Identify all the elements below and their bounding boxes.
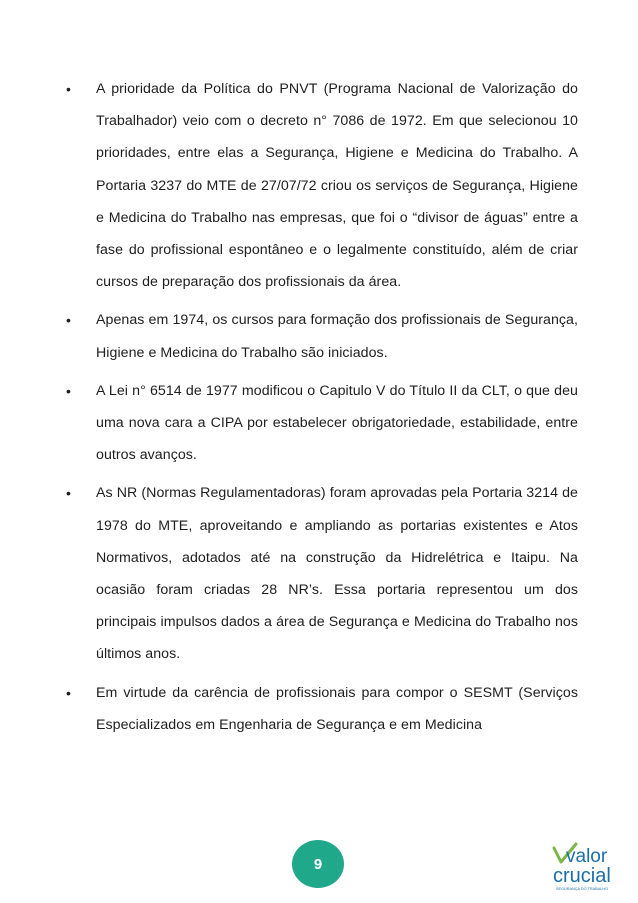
list-item [64, 477, 578, 670]
paragraph-text: As NR (Normas Regulamentadoras) foram aprovadas pela Portaria 3214 de 1978 do MTE, aproveitando e ampliando as portarias existentes e Atos Normativos, adotados até na construção da Hidrelétrica e Itaipu. Na ocasião foram criadas 28 NR’s. Essa portaria representou um dos principais impulsos dados a área de Segurança e Medicina do Trabalho nos últimos anos. [96, 485, 578, 663]
logo-line2: crucial [553, 865, 611, 887]
bullet-marker: • [66, 684, 71, 701]
paragraph-text: Apenas em 1974, os cursos para formação dos profissionais de Segurança, Higiene e Medicina do Trabalho são iniciados. [96, 312, 578, 361]
list-item [64, 304, 578, 368]
logo-tagline: SEGURANÇA DO TRABALHO [556, 887, 609, 891]
paragraph-text: A Lei n° 6514 de 1977 modificou o Capitulo V do Título II da CLT, o que deu uma nova cara a CIPA por estabelecer obrigatoriedade, estabilidade, entre outros avanços. [96, 382, 578, 464]
page-number-badge [292, 840, 344, 888]
valor-crucial-logo [552, 842, 628, 892]
paragraph-text: Em virtude da carência de profissionais para compor o SESMT (Serviços Especializados em Engenharia de Segurança e em Medicina [96, 684, 578, 733]
page-number: 9 [313, 855, 323, 873]
bullet-marker: • [66, 485, 71, 502]
logo-line1: valor [566, 846, 608, 867]
bullet-marker: • [66, 81, 71, 97]
list-item [64, 375, 578, 472]
bullet-marker: • [66, 312, 71, 329]
list-item [64, 677, 578, 741]
list-item [64, 73, 578, 298]
paragraph-text: A prioridade da Política do PNVT (Programa Nacional de Valorização do Trabalhador) veio com o decreto n° 7086 de 1972. Em que selecionou 10 prioridades, entre elas a Segurança, Higiene e Medicina do Trabalho. A Portaria 3237 do MTE de 27/07/72 criou os serviços de Segurança, Higiene e Medicina do Trabalho nas empresas, que foi o “divisor de águas” entre a fase do profissional espontâneo e o legalmente constituído, além de criar cursos de preparação dos profissionais da área. [96, 81, 578, 291]
document-body [64, 73, 578, 747]
bullet-marker: • [66, 382, 71, 399]
